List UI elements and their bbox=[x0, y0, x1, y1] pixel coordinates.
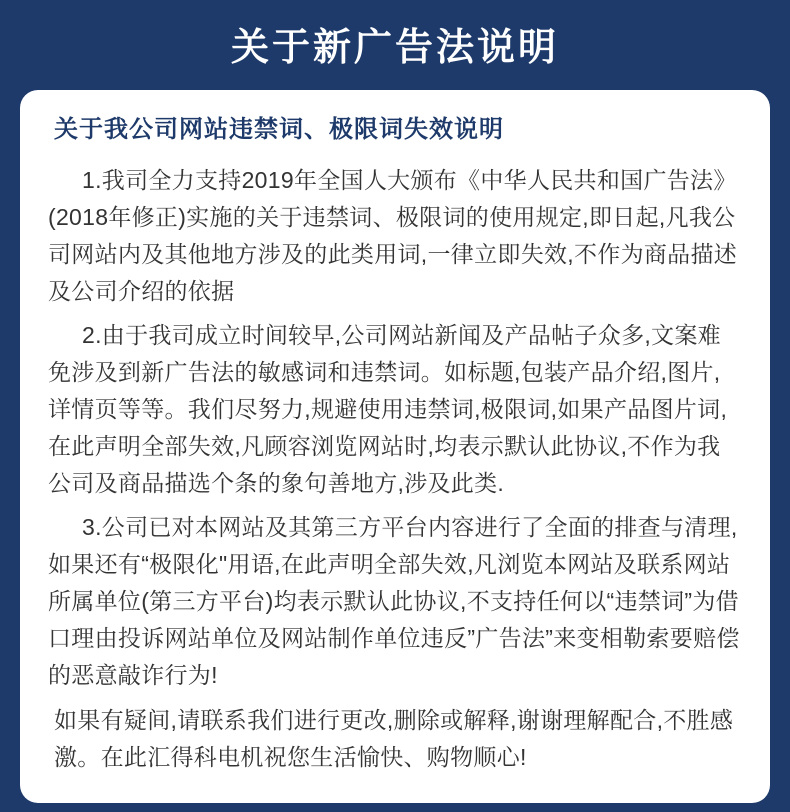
closing-note: 如果有疑间,请联系我们进行更改,删除或解释,谢谢理解配合,不胜感激。在此汇得科电机祝您生活愉快、购物顺心! bbox=[54, 707, 734, 770]
notice-card bbox=[20, 90, 770, 803]
notice-paragraph-3: 3.公司已对本网站及其第三方平台内容进行了全面的排查与清理,如果还有“极限化"用语,在此声明全部失效,凡浏览本网站及联系网站所属单位(第三方平台)均表示默认此协议,不支持任何以“违禁词”为借口理由投诉网站单位及网站制作单位违反”广告法”来变相勒索要赔偿的恶意敲诈行为! bbox=[48, 514, 740, 688]
notice-paragraph-2: 2.由于我司成立时间较早,公司网站新闻及产品帖子众多,文案难免涉及到新广告法的敏感词和违禁词。如标题,包装产品介绍,图片,详情页等等。我们尽努力,规避使用违禁词,极限词,如果产品图片词,在此声明全部失效,凡顾容浏览网站时,均表示默认此协议,不作为我公司及商品描选个条的象句善地方,涉及此类. bbox=[48, 322, 728, 496]
card-heading: 关于我公司网站违禁词、极限词失效说明 bbox=[54, 116, 504, 143]
notice-paragraph-1: 1.我司全力支持2019年全国人大颁布《中华人民共和国广告法》(2018年修正)实施的关于违禁词、极限词的使用规定,即日起,凡我公司网站内及其他地方涉及的此类用词,一律立即失效,不作为商品描述及公司介绍的依据 bbox=[48, 167, 738, 304]
page-title: 关于新广告法说明 bbox=[230, 27, 559, 69]
